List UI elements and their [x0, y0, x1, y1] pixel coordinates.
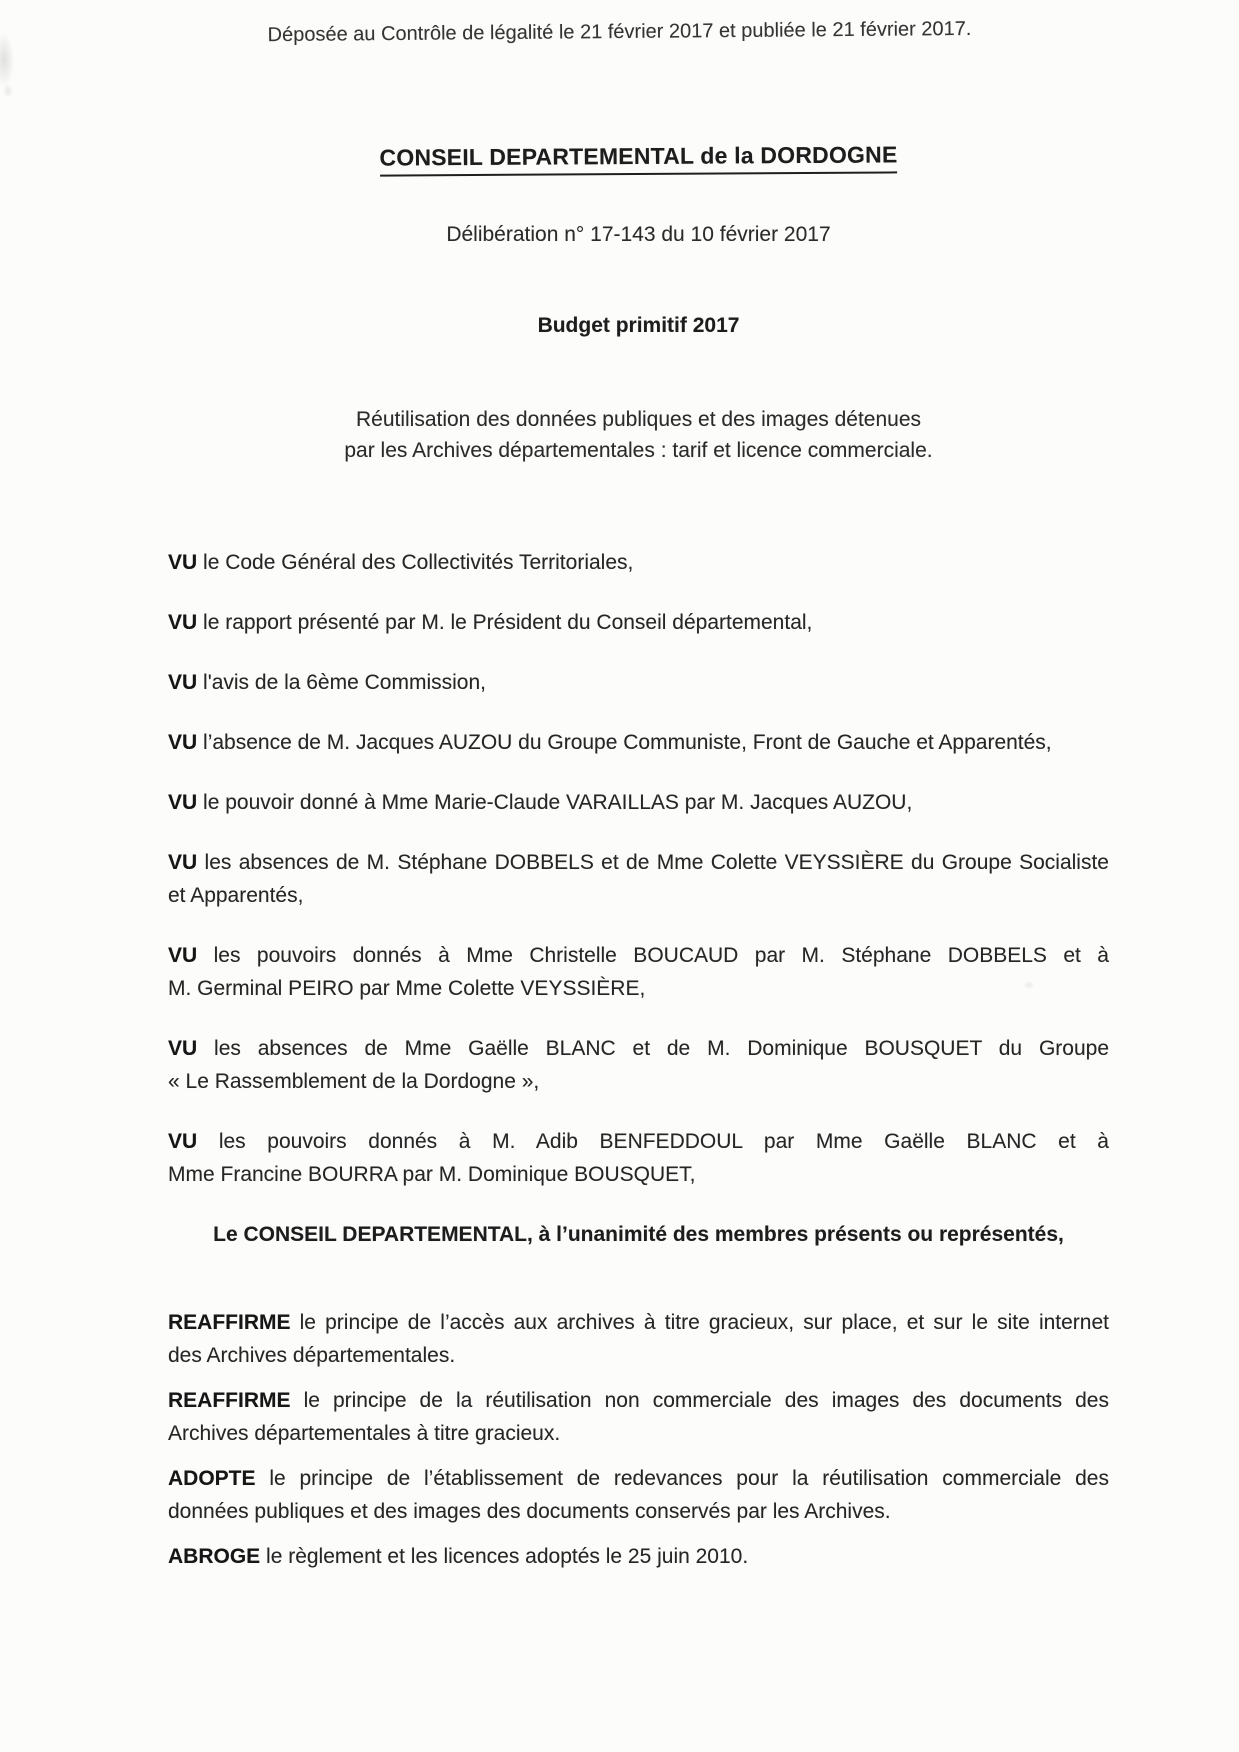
decision-text: données publiques et des images des documents conservés par les Archives. — [168, 1500, 891, 1523]
decision-paragraph — [168, 1540, 1109, 1573]
decision-lead: ADOPTE — [168, 1467, 256, 1490]
subject-line: par les Archives départementales : tarif et licence commerciale. — [344, 439, 933, 462]
text-line — [168, 726, 1109, 759]
decision-lead: REAFFIRME — [168, 1311, 291, 1334]
vu-paragraph — [168, 726, 1109, 759]
vu-text: les pouvoirs donnés à Mme Christelle BOUCAUD par M. Stéphane DOBBELS et à — [213, 944, 1109, 967]
vu-lead: VU — [168, 611, 198, 634]
text-line — [168, 1417, 1109, 1450]
text-line — [168, 1158, 1109, 1191]
title-block — [168, 140, 1109, 178]
text-line — [168, 1032, 1109, 1065]
subject-block — [168, 404, 1109, 466]
decision-lead: ABROGE — [168, 1545, 261, 1568]
decision-text: le règlement et les licences adoptés le 25 juin 2010. — [266, 1545, 749, 1568]
decision-text: le principe de la réutilisation non commerciale des images des documents des — [303, 1389, 1109, 1412]
vu-text: « Le Rassemblement de la Dordogne », — [168, 1070, 540, 1093]
vu-text: M. Germinal PEIRO par Mme Colette VEYSSIÈRE, — [168, 977, 646, 1000]
vu-paragraph — [168, 1125, 1109, 1191]
decision-text: des Archives départementales. — [168, 1344, 456, 1367]
deposit-note: Déposée au Contrôle de légalité le 21 février 2017 et publiée le 21 février 2017. — [267, 17, 972, 47]
subject-line: Réutilisation des données publiques et des images détenues — [355, 408, 922, 431]
vu-text: les absences de Mme Gaëlle BLANC et de M. Dominique BOUSQUET du Groupe — [214, 1037, 1109, 1060]
text-line — [168, 606, 1109, 639]
resolution-statement: Le CONSEIL DEPARTEMENTAL, à l’unanimité des membres présents ou représentés, — [213, 1223, 1064, 1246]
vu-text: le rapport présenté par M. le Président du Conseil départemental, — [203, 611, 813, 634]
decision-paragraph — [168, 1306, 1109, 1372]
text-line — [168, 546, 1109, 579]
text-line — [168, 879, 1109, 912]
decision-text: le principe de l’accès aux archives à titre gracieux, sur place, et sur le site internet — [299, 1311, 1109, 1334]
vu-text: les absences de M. Stéphane DOBBELS et de Mme Colette VEYSSIÈRE du Groupe Socialiste — [204, 851, 1109, 874]
decision-text: le principe de l’établissement de redevances pour la réutilisation commerciale des — [269, 1467, 1109, 1490]
text-line — [168, 1384, 1109, 1417]
text-line — [168, 1125, 1109, 1158]
vu-text: l'avis de la 6ème Commission, — [203, 671, 486, 694]
vu-lead: VU — [168, 1037, 198, 1060]
vu-paragraph — [168, 846, 1109, 912]
scan-artifact — [1, 82, 15, 100]
vu-paragraph — [168, 1032, 1109, 1098]
text-line — [168, 972, 1109, 1005]
text-line — [168, 1462, 1109, 1495]
vu-lead: VU — [168, 551, 198, 574]
budget-heading: Budget primitif 2017 — [537, 314, 740, 337]
vu-text: le Code Général des Collectivités Territoriales, — [203, 551, 634, 574]
text-line — [168, 1540, 1109, 1573]
text-line — [168, 1495, 1109, 1528]
vu-text: les pouvoirs donnés à M. Adib BENFEDDOUL par Mme Gaëlle BLANC et à — [218, 1130, 1109, 1153]
decision-text: Archives départementales à titre gracieux. — [168, 1422, 561, 1445]
vu-lead: VU — [168, 671, 198, 694]
vu-text: Mme Francine BOURRA par M. Dominique BOUSQUET, — [168, 1163, 696, 1186]
vu-lead: VU — [168, 731, 198, 754]
vu-paragraph — [168, 546, 1109, 579]
text-line — [168, 666, 1109, 699]
text-line — [168, 786, 1109, 819]
vu-paragraph — [168, 606, 1109, 639]
vu-lead: VU — [168, 791, 198, 814]
vu-lead: VU — [168, 1130, 198, 1153]
vu-paragraph — [168, 939, 1109, 1005]
document-body — [168, 546, 1109, 1585]
document-title: CONSEIL DEPARTEMENTAL de la DORDOGNE — [379, 141, 897, 176]
text-line — [168, 1065, 1109, 1098]
vu-lead: VU — [168, 851, 198, 874]
decision-paragraph — [168, 1384, 1109, 1450]
vu-paragraph — [168, 666, 1109, 699]
decision-lead: REAFFIRME — [168, 1389, 291, 1412]
vu-text: le pouvoir donné à Mme Marie-Claude VARAILLAS par M. Jacques AUZOU, — [203, 791, 913, 814]
text-line — [168, 1339, 1109, 1372]
vu-paragraph — [168, 786, 1109, 819]
vu-text: et Apparentés, — [168, 884, 304, 907]
vu-lead: VU — [168, 944, 198, 967]
vu-text: l’absence de M. Jacques AUZOU du Groupe Communiste, Front de Gauche et Apparentés, — [203, 731, 1052, 754]
text-line — [168, 939, 1109, 972]
text-line — [168, 846, 1109, 879]
text-line — [168, 1306, 1109, 1339]
deliberation-number: Délibération n° 17-143 du 10 février 2017 — [446, 223, 831, 246]
decision-paragraph — [168, 1462, 1109, 1528]
